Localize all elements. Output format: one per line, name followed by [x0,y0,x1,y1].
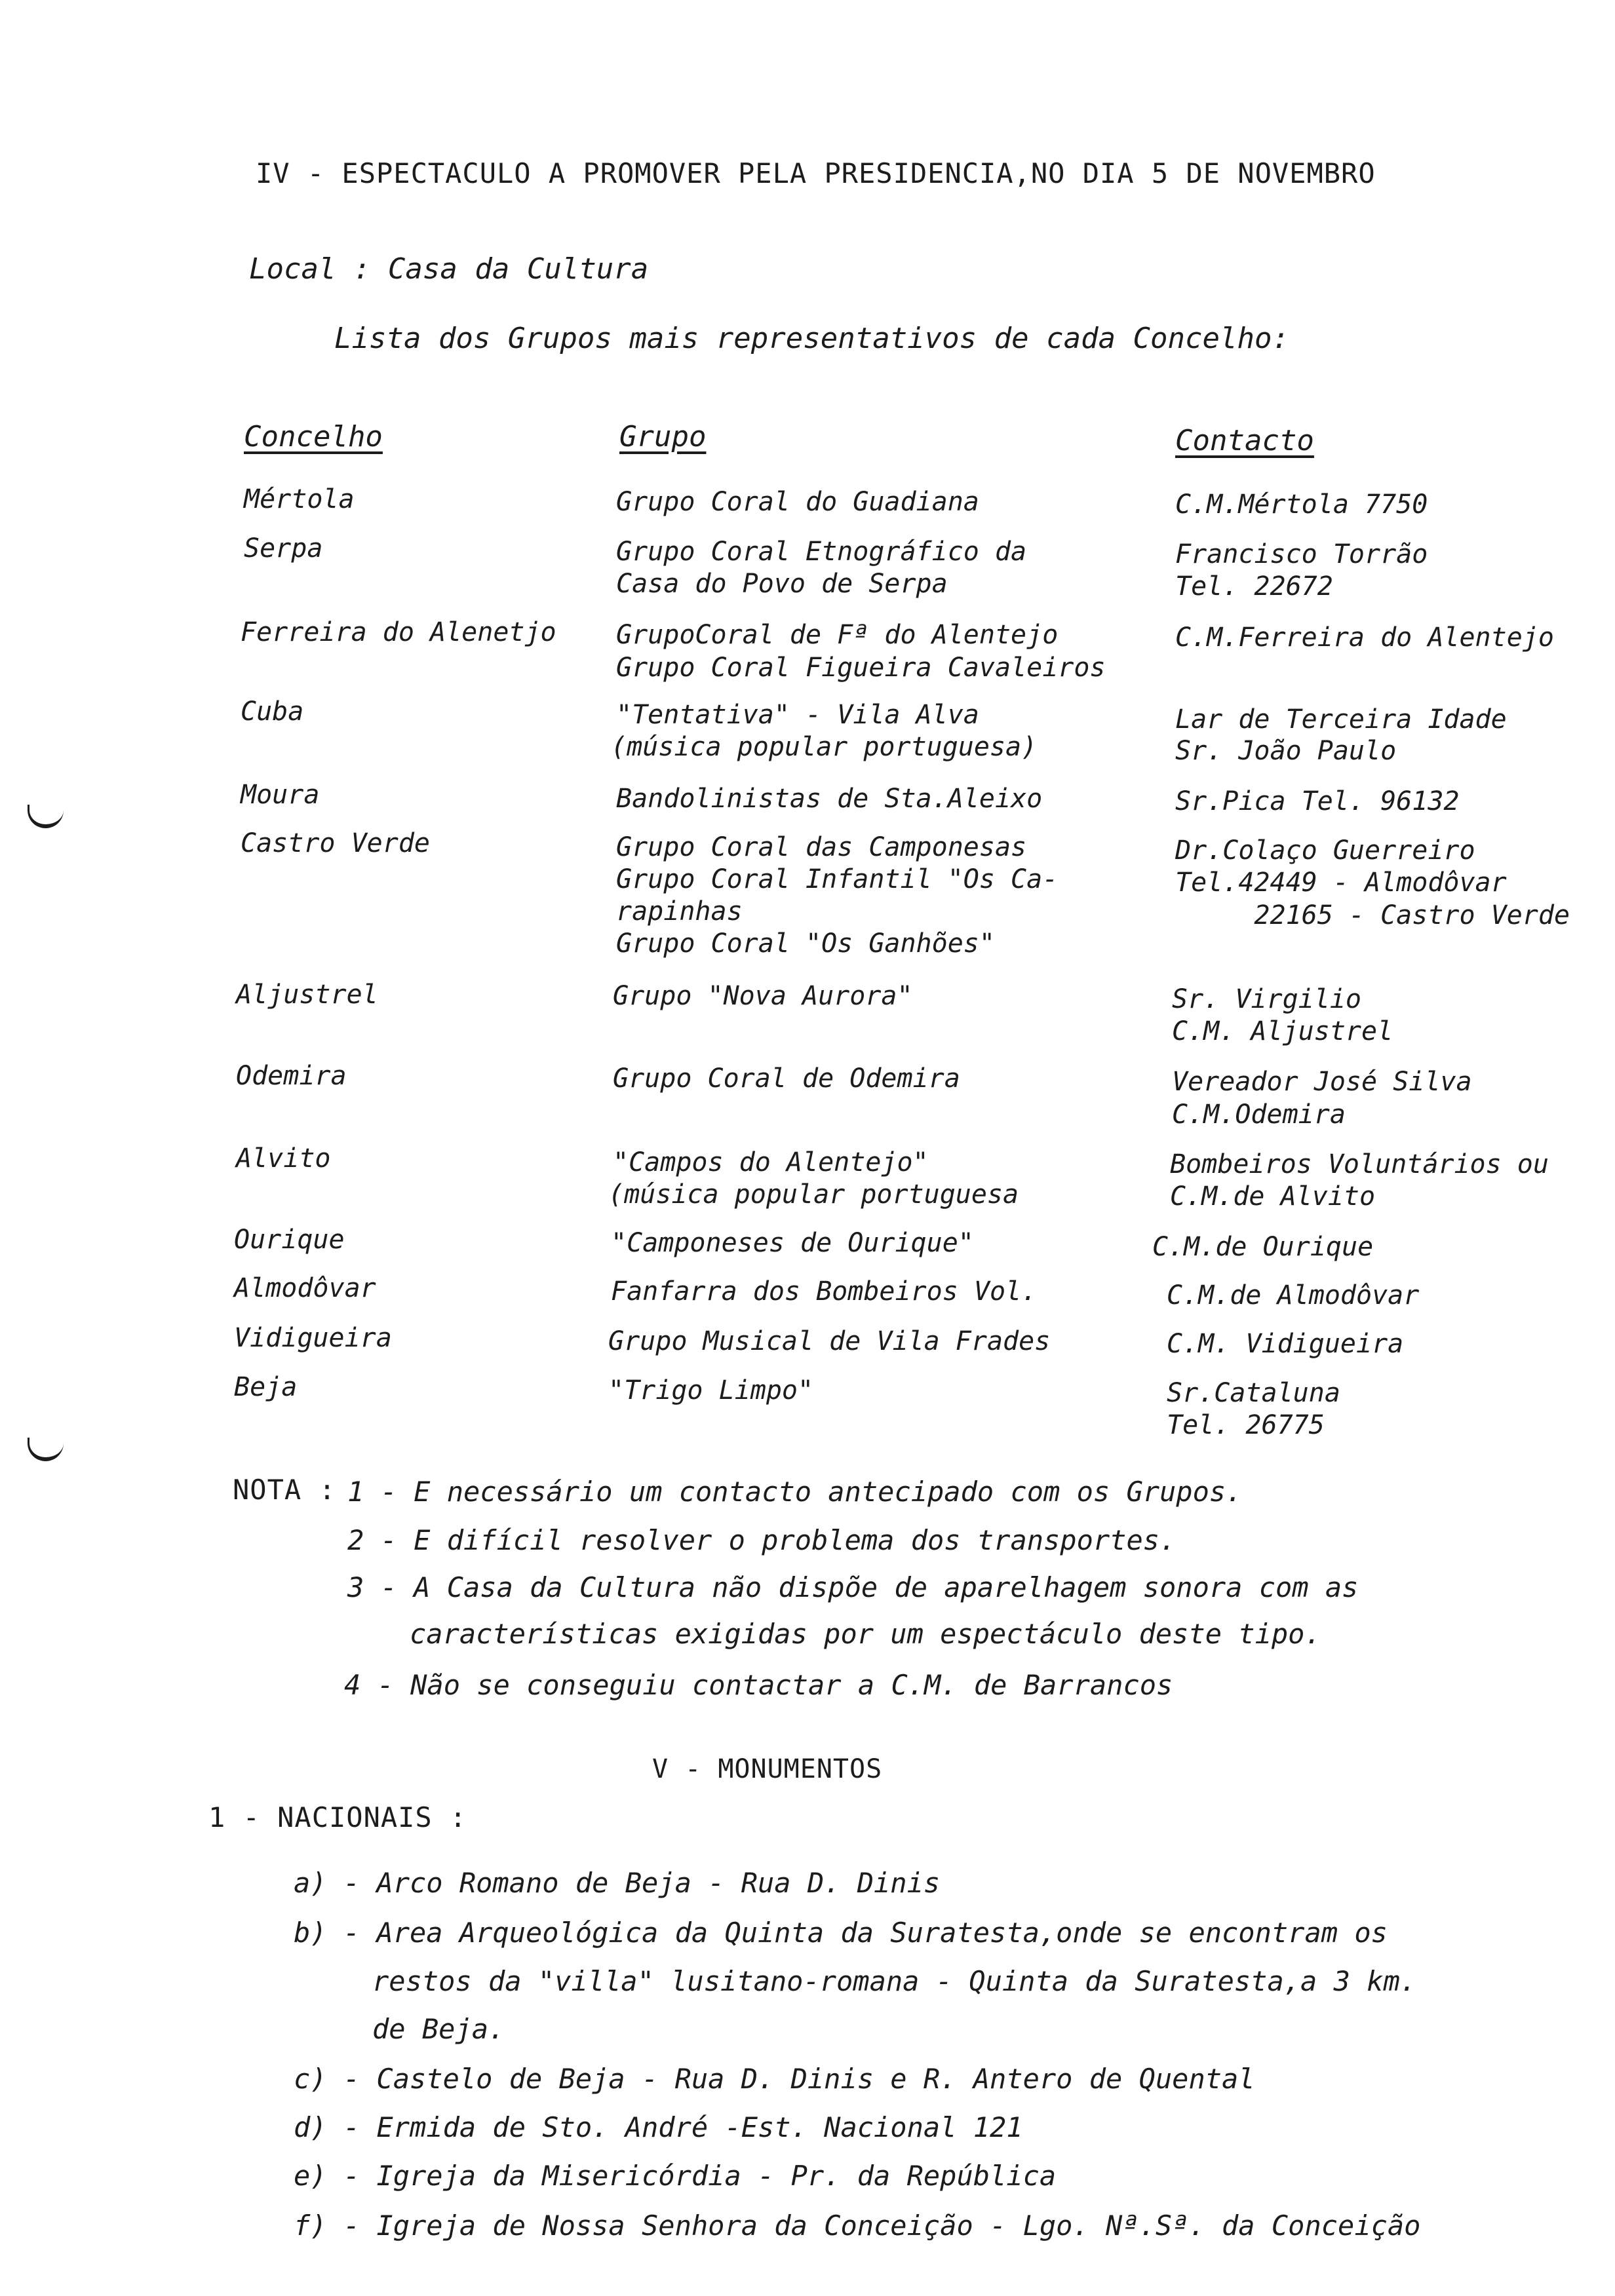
table-row-grupo: Casa do Povo de Serpa [616,569,948,599]
table-row-contacto: C.M.de Ourique [1152,1232,1374,1262]
table-row-contacto: Tel.42449 - Almodôvar [1175,868,1507,898]
monument-item: d) - Ermida de Sto. André -Est. Nacional 121 [294,2111,1023,2143]
table-row-concelho: Beja [234,1372,298,1402]
table-row-grupo: Grupo Coral Etnográfico da [616,537,1027,567]
table-row-contacto: C.M.de Alvito [1170,1181,1376,1212]
table-row-contacto: Francisco Torrão [1175,539,1428,569]
table-row-grupo: rapinhas [616,896,743,927]
table-row-concelho: Castro Verde [241,828,430,858]
table-row-grupo: Grupo Musical de Vila Frades [608,1326,1051,1356]
table-row-contacto: C.M.Odemira [1172,1100,1346,1130]
table-row-contacto: Bombeiros Voluntários ou [1170,1149,1549,1179]
section-heading: V - MONUMENTOS [652,1754,883,1784]
monument-item: e) - Igreja da Misericórdia - Pr. da República [294,2160,1057,2192]
table-row-contacto: Tel. 26775 [1167,1410,1325,1440]
table-row-grupo: Grupo Coral Infantil "Os Ca- [616,864,1059,894]
header-concelho: Concelho [244,420,383,453]
binder-hole-mark [28,805,64,828]
table-row-contacto: Dr.Colaço Guerreiro [1175,835,1475,866]
table-row-contacto: C.M. Vidigueira [1167,1329,1404,1359]
table-row-contacto: Sr. Virgilio [1172,984,1361,1014]
table-row-grupo: (música popular portuguesa) [611,732,1038,762]
note-item: características exigidas por um espectáculo deste tipo. [410,1618,1321,1650]
table-row-grupo: "Tentativa" - Vila Alva [616,700,979,730]
table-row-grupo: "Trigo Limpo" [608,1375,814,1406]
table-row-grupo: Bandolinistas de Sta.Aleixo [616,784,1043,814]
header-grupo: Grupo [619,420,707,453]
table-row-concelho: Alvito [236,1143,331,1174]
table-row-concelho: Moura [241,780,320,810]
table-row-concelho: Aljustrel [236,980,378,1010]
local-line: Local : Casa da Cultura [249,252,649,286]
table-row-contacto: Sr.Cataluna [1167,1378,1340,1408]
table-row-grupo: "Camponeses de Ourique" [611,1228,974,1258]
table-row-contacto: Tel. 22672 [1175,571,1333,602]
table-row-concelho: Cuba [241,697,304,727]
table-row-contacto: Sr. João Paulo [1175,736,1397,766]
table-row-contacto: C.M. Aljustrel [1172,1016,1393,1046]
note-item: 4 - Não se conseguiu contactar a C.M. de Barrancos [344,1669,1173,1701]
table-row-concelho: Serpa [244,533,323,564]
table-row-contacto: C.M.de Almodôvar [1167,1280,1420,1311]
binder-hole-mark [28,1438,64,1461]
table-row-contacto: 22165 - Castro Verde [1175,900,1570,930]
table-row-concelho: Vidigueira [234,1323,392,1353]
note-item: 3 - A Casa da Cultura não dispõe de aparelhagem sonora com as [347,1571,1359,1603]
table-row-grupo: GrupoCoral de Fª do Alentejo [616,620,1059,650]
table-row-grupo: Grupo Coral de Odemira [613,1063,960,1094]
monument-item: restos da "villa" lusitano-romana - Quinta da Suratesta,a 3 km. [372,1965,1417,1997]
monument-item: de Beja. [372,2013,505,2045]
monument-item: a) - Arco Romano de Beja - Rua D. Dinis [294,1867,941,1899]
table-row-grupo: Grupo Coral "Os Ganhões" [616,928,995,959]
table-row-concelho: Odemira [236,1061,347,1091]
table-row-contacto: Sr.Pica Tel. 96132 [1175,786,1460,816]
table-row-grupo: Grupo Coral do Guadiana [616,487,979,517]
header-contacto: Contacto [1175,424,1314,457]
table-row-concelho: Almodôvar [234,1273,376,1303]
table-row-contacto: Lar de Terceira Idade [1175,704,1507,735]
table-row-concelho: Mértola [244,484,355,514]
table-row-grupo: (música popular portuguesa [608,1179,1019,1210]
subsection-heading: 1 - NACIONAIS : [208,1801,467,1833]
note-item: 2 - E difícil resolver o problema dos transportes. [347,1524,1177,1556]
monument-item: c) - Castelo de Beja - Rua D. Dinis e R. Antero de Quental [294,2063,1255,2095]
table-row-grupo: "Campos do Alentejo" [613,1147,929,1177]
table-row-grupo: Grupo "Nova Aurora" [613,981,913,1011]
monument-item: f) - Igreja de Nossa Senhora da Conceição - Lgo. Nª.Sª. da Conceição [294,2210,1421,2242]
table-row-grupo: Grupo Coral das Camponesas [616,832,1027,862]
table-row-concelho: Ourique [234,1225,345,1255]
page-title: IV - ESPECTACULO A PROMOVER PELA PRESIDENCIA,NO DIA 5 DE NOVEMBRO [256,157,1376,189]
notes-label: NOTA : [233,1474,336,1506]
table-row-contacto: Vereador José Silva [1172,1067,1472,1097]
table-row-contacto: C.M.Mértola 7750 [1175,489,1428,520]
intro-line: Lista dos Grupos mais representativos de cada Concelho: [334,322,1289,355]
table-row-concelho: Ferreira do Alenetjo [241,617,556,647]
monument-item: b) - Area Arqueológica da Quinta da Suratesta,onde se encontram os [294,1917,1388,1949]
table-row-grupo: Grupo Coral Figueira Cavaleiros [616,653,1106,683]
table-row-contacto: C.M.Ferreira do Alentejo [1175,622,1554,653]
table-row-grupo: Fanfarra dos Bombeiros Vol. [611,1276,1038,1307]
note-item: 1 - E necessário um contacto antecipado com os Grupos. [347,1476,1243,1508]
